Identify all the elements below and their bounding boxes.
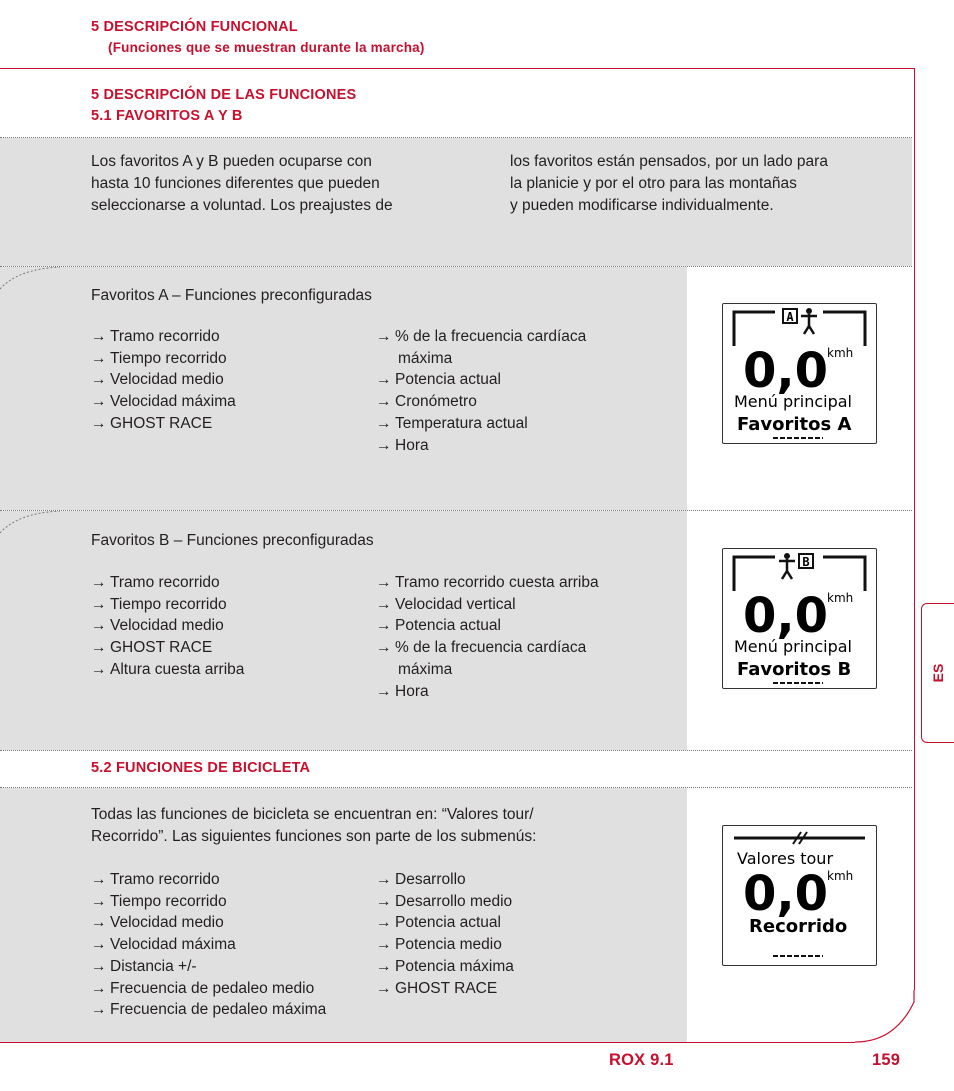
page-number: 159 [872,1051,901,1069]
list-item: → Velocidad máxima [91,391,236,413]
list-item: → Temperatura actual [376,413,586,435]
favA-list-left [91,326,236,435]
list-item-continued: máxima [398,660,453,678]
menu-value: Recorrido [749,916,848,937]
divider [0,750,912,751]
language-tab-label: ES [930,663,946,683]
list-item: → GHOST RACE [91,413,236,435]
list-item: → Potencia medio [376,934,514,956]
favB-list-right [376,572,599,702]
list-item-continued: máxima [398,349,453,367]
section-subtitle: 5.1 FAVORITOS A Y B [91,108,243,124]
text-line: seleccionarse a voluntad. Los preajustes de [91,197,393,214]
speed-unit: kmh [827,869,854,883]
list-item: → % de la frecuencia cardíaca [376,637,599,659]
lcd-display-tour-values [722,825,877,966]
list-item: → Altura cuesta arriba [91,659,244,681]
speed-unit: kmh [827,346,854,360]
speed-unit: kmh [827,591,854,605]
menu-label: Menú principal [734,637,852,656]
speed-value: 0,0 [742,343,828,399]
list-item: → Tramo recorrido [91,869,326,891]
menu-value: Favoritos B [737,659,852,680]
list-item: → Velocidad medio [91,615,244,637]
list-item: → Potencia actual [376,912,514,934]
list-item: → Distancia +/- [91,956,326,978]
list-item: → Tramo recorrido [91,572,244,594]
list-item: → Velocidad máxima [91,934,326,956]
list-item: → Potencia máxima [376,956,514,978]
favorite-badge: A [786,310,794,324]
curve-decoration [0,267,60,297]
intro-col1 [91,151,393,217]
bike-section-title: 5.2 FUNCIONES DE BICICLETA [91,760,311,776]
list-item: → Tiempo recorrido [91,891,326,913]
list-item: → Potencia actual [376,369,586,391]
list-item: → Cronómetro [376,391,586,413]
list-item: → Frecuencia de pedaleo máxima [91,999,326,1021]
text-line: la planicie y por el otro para las montañas [510,175,797,192]
list-item: → Tramo recorrido [91,326,236,348]
menu-value: Favoritos A [737,414,852,435]
lcd-display-favorites-b [722,548,877,689]
list-item: → Desarrollo medio [376,891,514,913]
section-title: 5 DESCRIPCIÓN DE LAS FUNCIONES [91,87,357,103]
person-icon [801,308,817,334]
menu-label: Menú principal [734,392,852,411]
chapter-subtitle: (Funciones que se muestran durante la marcha) [108,40,425,55]
lcd-display-favorites-a [722,303,877,444]
list-item: → Tiempo recorrido [91,594,244,616]
intro-col2 [510,151,828,217]
bike-list-right [376,869,514,999]
list-item: → Tramo recorrido cuesta arriba [376,572,599,594]
list-item: → Desarrollo [376,869,514,891]
favB-list-left [91,572,244,681]
text-line: los favoritos están pensados, por un lado para [510,153,828,170]
frame-corner [855,990,917,1045]
bike-intro [91,804,536,848]
favB-heading: Favoritos B – Funciones preconfiguradas [91,532,374,549]
list-item: → Hora [376,681,599,703]
text-line: hasta 10 funciones diferentes que pueden [91,175,380,192]
person-icon [779,553,795,579]
menu-label: Valores tour [737,849,834,868]
favorite-badge: B [802,555,810,569]
favA-heading: Favoritos A – Funciones preconfiguradas [91,287,372,304]
speed-value: 0,0 [742,866,828,922]
list-item: → GHOST RACE [376,978,514,1000]
list-item: → GHOST RACE [91,637,244,659]
list-item: → Frecuencia de pedaleo medio [91,978,326,1000]
text-line: Los favoritos A y B pueden ocuparse con [91,153,372,170]
list-item: → Velocidad vertical [376,594,599,616]
speed-value: 0,0 [742,588,828,644]
list-item: → % de la frecuencia cardíaca [376,326,586,348]
text-line: y pueden modificarse individualmente. [510,197,774,214]
chapter-title: 5 DESCRIPCIÓN FUNCIONAL [91,19,298,35]
curve-decoration [0,511,60,541]
list-item: → Tiempo recorrido [91,348,236,370]
bike-list-left [91,869,326,1021]
list-item: → Velocidad medio [91,369,236,391]
list-item: → Velocidad medio [91,912,326,934]
list-item: → Potencia actual [376,615,599,637]
footer-product: ROX 9.1 [609,1051,674,1069]
list-item: → Hora [376,435,586,457]
text-line: Recorrido”. Las siguientes funciones son parte de los submenús: [91,828,537,845]
text-line: Todas las funciones de bicicleta se encuentran en: “Valores tour/ [91,806,534,823]
favA-list-right [376,326,586,456]
language-tab [921,603,954,743]
